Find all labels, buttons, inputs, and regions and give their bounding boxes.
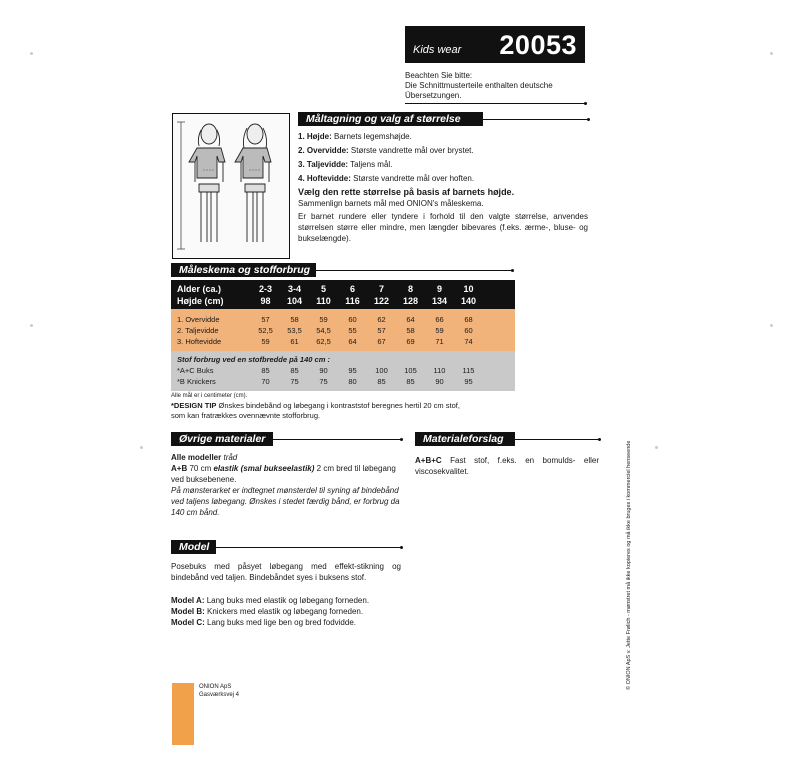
table-cell: 59	[435, 326, 444, 335]
row-label: *B Knickers	[177, 377, 216, 386]
note-line: Beachten Sie bitte:	[405, 71, 473, 80]
table-cell: 64	[348, 337, 357, 346]
height-cell: 134	[431, 296, 448, 306]
divider-dot	[400, 438, 403, 441]
measure-item-3: 3. Taljevidde: Taljens mål.	[298, 160, 393, 169]
divider	[515, 439, 599, 440]
design-tip	[171, 401, 501, 421]
table-cell: 85	[290, 366, 299, 375]
children-figure	[172, 113, 290, 259]
measuring-header: Måltagning og valg af størrelse	[298, 112, 483, 126]
height-cell: 98	[260, 296, 271, 306]
series-label: Kids wear	[413, 44, 462, 56]
size-advice: Vælg den rette størrelse på basis af barnets højde.	[298, 187, 515, 197]
table-cell: 90	[435, 377, 444, 386]
age-cell: 7	[378, 284, 384, 294]
table-cell: 62,5	[316, 337, 331, 346]
table-cell: 71	[435, 337, 444, 346]
crop-mark	[30, 52, 33, 55]
pattern-number: 20053	[499, 30, 577, 60]
model-list	[171, 595, 411, 628]
measure-band	[171, 309, 515, 351]
table-row	[171, 365, 515, 376]
table-cell: 57	[377, 326, 386, 335]
crop-mark	[30, 324, 33, 327]
height-label: Højde (cm)	[177, 296, 224, 306]
table-cell: 53,5	[287, 326, 302, 335]
table-cell: 95	[464, 377, 473, 386]
copyright-side-note: © ONION ApS v. Jette Frølich - mønstret må ikke kopieres og må ikke bruges i kommerciel henseende	[626, 440, 632, 690]
divider	[216, 547, 401, 548]
table-cell: 75	[319, 377, 328, 386]
table-cell: 90	[319, 366, 328, 375]
table-cell: 62	[377, 315, 386, 324]
height-cell: 116	[345, 296, 360, 306]
divider-dot	[400, 546, 403, 549]
age-label: Alder (ca.)	[177, 284, 222, 294]
materials-content	[171, 452, 403, 518]
crop-mark	[655, 446, 658, 449]
divider-dot	[587, 118, 590, 121]
row-label: *A+C Buks	[177, 366, 214, 375]
height-cell: 104	[286, 296, 303, 306]
crop-mark	[770, 52, 773, 55]
age-cell: 9	[436, 284, 442, 294]
model-item-c: Model C: Lang buks med lige ben og bred fodvidde.	[171, 618, 356, 627]
divider	[316, 270, 512, 271]
divider-dot	[584, 102, 587, 105]
suggestion-label: A+B+C	[415, 456, 442, 465]
table-cell: 58	[406, 326, 415, 335]
table-cell: 58	[290, 315, 299, 324]
model-item-a: Model A: Lang buks med elastik og løbegang forneden.	[171, 596, 370, 605]
table-cell: 75	[290, 377, 299, 386]
table-footnote: Alle mål er i centimeter (cm).	[171, 393, 248, 399]
children-illustration	[173, 114, 288, 257]
table-cell: 66	[435, 315, 444, 324]
size-chart	[171, 280, 515, 391]
table-cell: 95	[348, 366, 357, 375]
measure-item-1: 1. Højde: Barnets legemshøjde.	[298, 132, 412, 141]
suggestion-content	[415, 455, 599, 477]
table-cell: 110	[433, 366, 446, 375]
table-row	[171, 336, 515, 347]
model-header: Model	[171, 540, 216, 554]
divider-dot	[511, 269, 514, 272]
age-cell: 8	[407, 284, 413, 294]
table-cell: 64	[406, 315, 415, 324]
german-note	[405, 71, 553, 101]
table-cell: 85	[406, 377, 415, 386]
table-row	[171, 325, 515, 336]
table-header: Måleskema og stofforbrug	[171, 263, 316, 277]
age-cell: 10	[463, 284, 474, 294]
height-row	[171, 295, 515, 307]
age-row	[171, 283, 515, 295]
suggestion-text: Fast stof, f.eks. en bomulds- eller viscosekvalitet.	[415, 456, 599, 476]
table-cell: 85	[261, 366, 270, 375]
table-cell: 67	[377, 337, 386, 346]
fabric-title: Stof forbrug ved en stofbredde på 140 cm :	[177, 355, 330, 364]
ab-line: A+B 70 cm elastik (smal bukseelastik) 2 cm bred til løbegang ved buksebenene.	[171, 464, 396, 484]
divider	[273, 439, 401, 440]
height-cell: 128	[402, 296, 419, 306]
measure-item-2: 2. Overvidde: Største vandrette mål over brystet.	[298, 146, 474, 155]
table-cell: 59	[261, 337, 270, 346]
table-cell: 70	[261, 377, 270, 386]
table-cell: 115	[462, 366, 475, 375]
table-cell: 100	[375, 366, 388, 375]
company-name: ONION ApS	[199, 684, 232, 690]
age-cell: 2-3	[258, 284, 272, 294]
crop-mark	[770, 324, 773, 327]
measure-item-4: 4. Hoftevidde: Største vandrette mål over hoften.	[298, 174, 475, 183]
age-cell: 5	[320, 284, 326, 294]
note-line: Die Schnittmusterteile enthalten deutsche	[405, 81, 553, 90]
note-line: Übersetzungen.	[405, 91, 462, 100]
design-tip-text: Ønskes bindebånd og løbegang i kontraststof beregnes hertil 20 cm stof,	[216, 401, 460, 410]
model-description: Posebuks med påsyet løbegang med effekt-stikning og bindebånd ved taljen. Bindebåndet syes i buksens stof.	[171, 562, 401, 582]
divider	[405, 103, 585, 104]
materials-header: Øvrige materialer	[171, 432, 273, 446]
accent-block	[172, 683, 194, 745]
table-cell: 61	[290, 337, 299, 346]
size-chart-head	[171, 280, 515, 309]
table-cell: 80	[348, 377, 357, 386]
measuring-content	[298, 131, 588, 244]
table-cell: 68	[464, 315, 473, 324]
table-cell: 60	[348, 315, 357, 324]
fabric-band	[171, 351, 515, 391]
age-cell: 6	[349, 284, 355, 294]
company-address: Gasværksvej 4	[199, 692, 240, 698]
table-cell: 54,5	[316, 326, 331, 335]
model-item-b: Model B: Knickers med elastik og løbegang forneden.	[171, 607, 364, 616]
table-cell: 69	[406, 337, 415, 346]
table-row	[171, 314, 515, 325]
footer-address	[199, 683, 239, 699]
suggestion-header: Materialeforslag	[415, 432, 515, 446]
table-cell: 85	[377, 377, 386, 386]
crop-mark	[140, 446, 143, 449]
table-cell: 55	[348, 326, 357, 335]
height-cell: 140	[460, 296, 477, 306]
table-cell: 60	[464, 326, 473, 335]
table-cell: 57	[261, 315, 270, 324]
table-cell: 59	[319, 315, 328, 324]
table-cell: 105	[404, 366, 417, 375]
compare-line: Sammenlign barnets mål med ONION's måleskema.	[298, 199, 484, 208]
table-cell: 74	[464, 337, 473, 346]
table-row	[171, 376, 515, 387]
age-cell: 3-4	[287, 284, 301, 294]
row-label: 1. Overvidde	[177, 315, 220, 324]
all-models-line: Alle modeller tråd	[171, 453, 238, 462]
materials-note: På mønsterarket er indtegnet mønsterdel til syning af bindebånd ved taljens løbegang. Ønskes i stedet færdig bånd, er forbrug da 140 cm bånd.	[171, 486, 400, 517]
divider-dot	[598, 438, 601, 441]
row-label: 3. Hoftevidde	[177, 337, 222, 346]
divider	[483, 119, 588, 120]
pattern-title-box	[405, 26, 585, 63]
height-cell: 110	[316, 296, 331, 306]
design-tip-label: *DESIGN TIP	[171, 401, 217, 410]
size-paragraph: Er barnet rundere eller tyndere i forhold til den valgte størrelse, anvendes størrelsen større eller mindre, men længder bibevares (f.eks. ærme-, bluse- og bukselængde).	[298, 212, 588, 243]
table-cell: 52,5	[258, 326, 273, 335]
height-cell: 122	[373, 296, 390, 306]
row-label: 2. Taljevidde	[177, 326, 219, 335]
design-tip-text: som kan fratrækkes ovennævnte stofforbrug.	[171, 411, 321, 420]
